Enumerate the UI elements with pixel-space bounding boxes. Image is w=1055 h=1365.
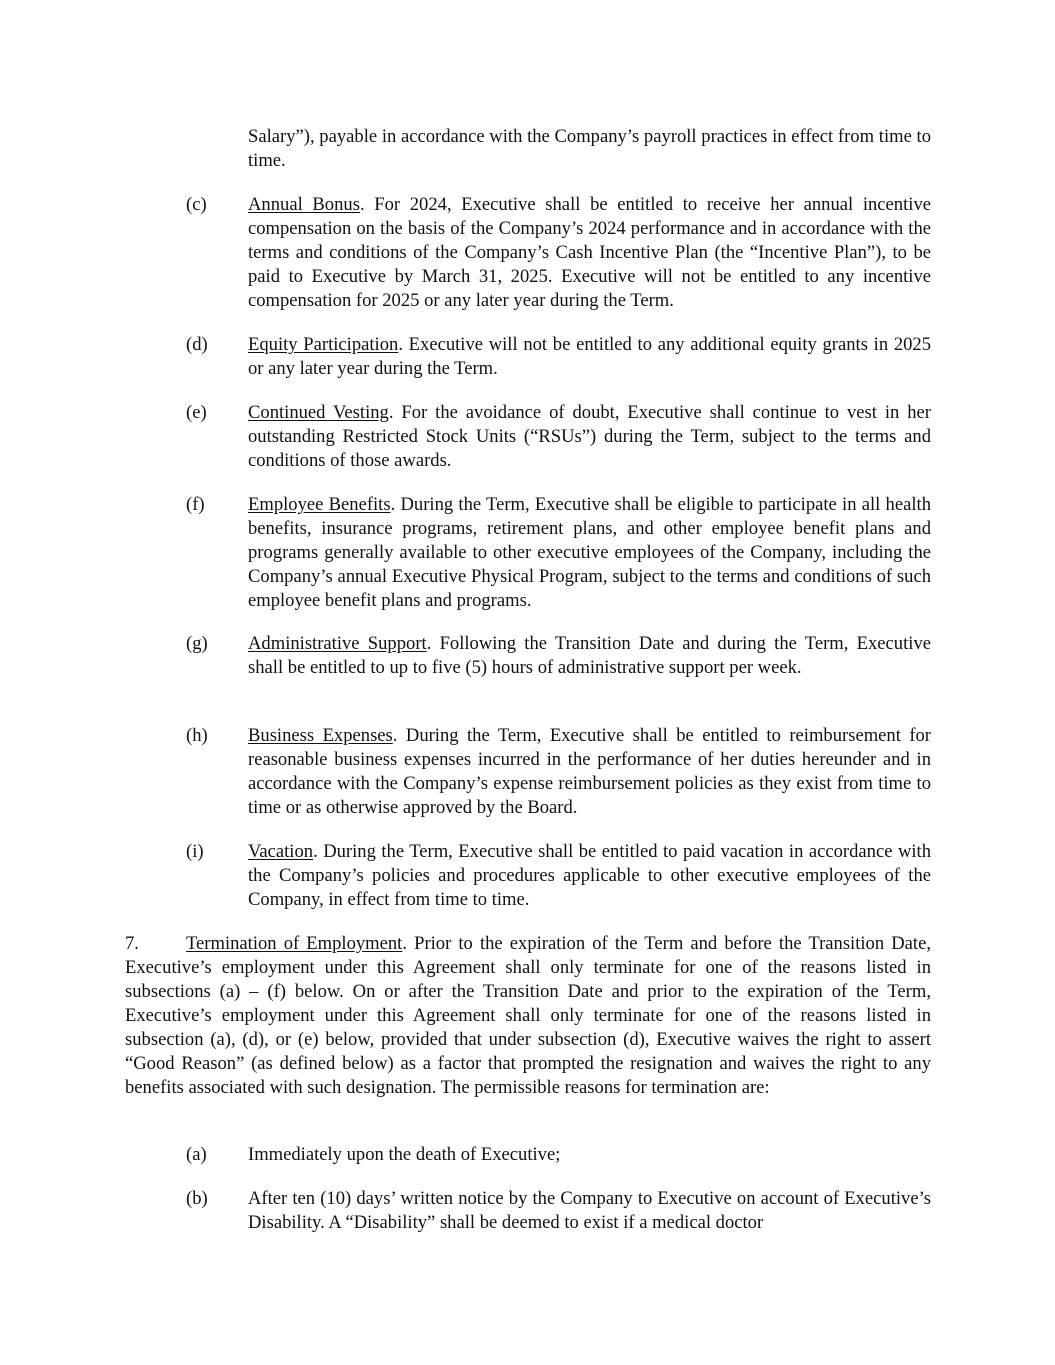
item-label-i: (i) [186,841,204,862]
section-7-item-b [248,1187,931,1235]
section-7-item-label-a: (a) [186,1144,207,1165]
section-7-title: Termination of Employment [186,933,403,954]
item-label-d: (d) [186,334,208,355]
item-body-equity-participation: . Executive will not be entitled to any additional equity grants in 2025 or any later year during the Term. [248,334,932,379]
item-vacation [248,840,931,912]
item-equity-participation [248,333,931,381]
item-business-expenses [248,724,931,820]
item-annual-bonus [248,193,931,313]
item-body-employee-benefits: . During the Term, Executive shall be eligible to participate in all health benefits, insurance programs, retirement plans, and other employee benefit plans and programs generally available to other executive employees of the Company, including the Company’s annual Executive Physical Program, subject to the terms and conditions of such employee benefit plans and programs. [248,494,931,611]
section-7-item-body-b: After ten (10) days’ written notice by the Company to Executive on account of Executive’s Disability. A “Disability” shall be deemed to exist if a medical doctor [248,1188,931,1233]
continuation-paragraph [248,125,931,173]
item-title-administrative-support: Administrative Support [248,633,427,654]
item-title-annual-bonus: Annual Bonus [248,194,360,215]
section-7-item-label-b: (b) [186,1188,208,1209]
item-body-vacation: . During the Term, Executive shall be entitled to paid vacation in accordance with the Company’s policies and procedures applicable to other executive employees of the Company, in effect from time to time. [248,841,931,910]
section-7-item-body-a: Immediately upon the death of Executive; [248,1144,561,1165]
item-label-h: (h) [186,725,208,746]
item-title-equity-participation: Equity Participation [248,334,399,355]
section-7-termination [125,932,931,1100]
section-7-body: . Prior to the expiration of the Term and before the Transition Date, Executive’s employment under this Agreement shall only terminate for one of the reasons listed in subsections (a) – (f) below. On or after the Transition Date and prior to the expiration of the Term, Executive’s employment under this Agreement shall only terminate for one of the reasons listed in subsection (a), (d), or (e) below, provided that under subsection (d), Executive waives the right to assert “Good Reason” (as defined below) as a factor that prompted the resignation and waives the right to any benefits associated with such designation. The permissible reasons for termination are: [125,933,931,1098]
item-body-continued-vesting: . For the avoidance of doubt, Executive shall continue to vest in her outstanding Restricted Stock Units (“RSUs”) during the Term, subject to the terms and conditions of those awards. [248,402,931,471]
item-body-business-expenses: . During the Term, Executive shall be entitled to reimbursement for reasonable business expenses incurred in the performance of her duties hereunder and in accordance with the Company’s expense reimbursement policies as they exist from time to time or as otherwise approved by the Board. [248,725,931,818]
item-label-e: (e) [186,402,207,423]
item-label-f: (f) [186,494,205,515]
item-label-c: (c) [186,194,207,215]
item-title-business-expenses: Business Expenses [248,725,393,746]
item-administrative-support [248,632,931,680]
item-employee-benefits [248,493,931,613]
item-label-g: (g) [186,633,208,654]
item-continued-vesting [248,401,931,473]
item-body-annual-bonus: . For 2024, Executive shall be entitled to receive her annual incentive compensation on the basis of the Company’s 2024 performance and in accordance with the terms and conditions of the Company’s Cash Incentive Plan (the “Incentive Plan”), to be paid to Executive by March 31, 2025. Executive will not be entitled to any incentive compensation for 2025 or any later year during the Term. [248,194,931,311]
item-title-continued-vesting: Continued Vesting [248,402,389,423]
item-title-employee-benefits: Employee Benefits [248,494,391,515]
item-body-administrative-support: . Following the Transition Date and during the Term, Executive shall be entitled to up to five (5) hours of administrative support per week. [248,633,931,678]
section-7-number: 7. [125,933,139,954]
continuation-text: Salary”), payable in accordance with the Company’s payroll practices in effect from time to time. [248,126,931,171]
section-7-item-a [248,1143,931,1167]
item-title-vacation: Vacation [248,841,314,862]
